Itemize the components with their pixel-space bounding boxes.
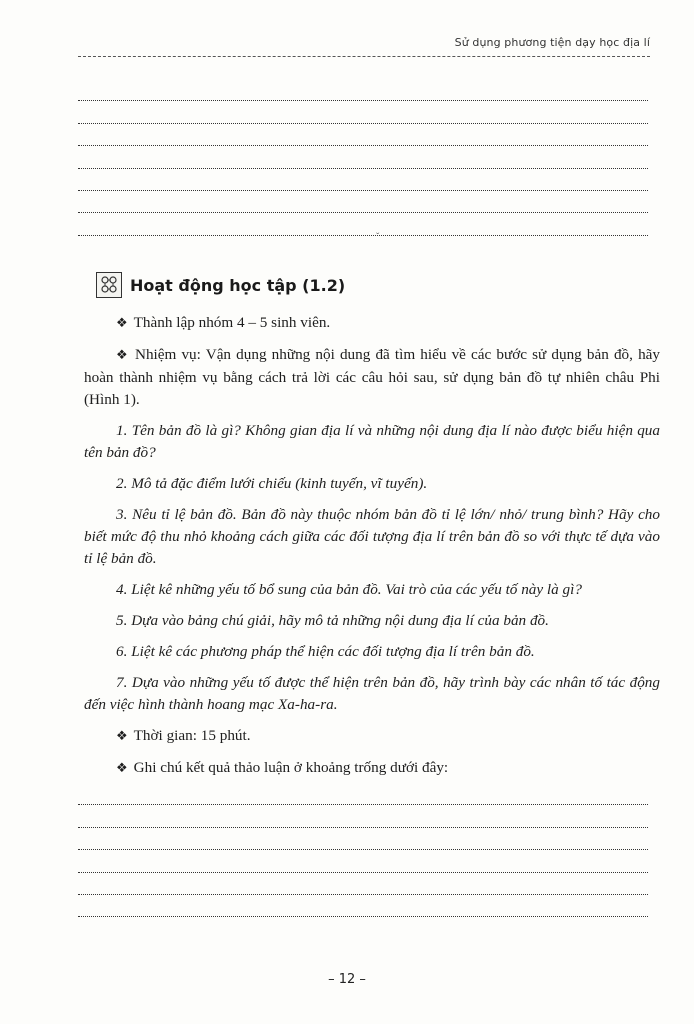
dotted-answer-line[interactable] bbox=[78, 895, 648, 917]
stray-print-mark: ˇ bbox=[376, 232, 380, 243]
diamond-bullet-icon: ❖ bbox=[116, 729, 128, 744]
bullet-notes: ❖ Ghi chú kết quả thảo luận ở khoảng trống dưới đây: bbox=[116, 759, 449, 776]
answer-lines-bottom bbox=[78, 783, 648, 917]
dotted-answer-line[interactable] bbox=[78, 850, 648, 872]
diamond-bullet-icon: ❖ bbox=[116, 348, 129, 363]
dotted-answer-line[interactable] bbox=[78, 79, 648, 101]
diamond-bullet-icon: ❖ bbox=[116, 761, 128, 776]
question-6: 6. Liệt kê các phương pháp thể hiện các đối tượng địa lí trên bản đồ. bbox=[116, 643, 535, 660]
activity-title bbox=[96, 272, 345, 298]
question-1: 1. Tên bản đồ là gì? Không gian địa lí và những nội dung địa lí nào được biểu hiện qua tên bản đồ? bbox=[84, 422, 660, 461]
answer-lines-top bbox=[78, 79, 648, 236]
question-7: 7. Dựa vào những yếu tố được thể hiện trên bản đồ, hãy trình bày các nhân tố tác động đến việc hình thành hoang mạc Xa-ha-ra. bbox=[84, 674, 660, 713]
dotted-answer-line[interactable] bbox=[78, 124, 648, 146]
bullet-task: ❖ Nhiệm vụ: Vận dụng những nội dung đã tìm hiểu về các bước sử dụng bản đồ, hãy hoàn thành nhiệm vụ bằng cách trả lời các câu hỏi sau, sử dụng bản đồ tự nhiên châu Phi (Hình 1). bbox=[84, 346, 660, 408]
header-rule bbox=[78, 56, 650, 57]
dotted-answer-line[interactable] bbox=[78, 191, 648, 213]
activity-heading: Hoạt động học tập (1.2) bbox=[130, 275, 346, 295]
page-number: – 12 – bbox=[328, 972, 366, 987]
group-activity-icon bbox=[96, 272, 122, 298]
question-3: 3. Nêu tỉ lệ bản đồ. Bản đồ này thuộc nhóm bản đồ tỉ lệ lớn/ nhỏ/ trung bình? Hãy cho biết mức độ thu nhỏ khoảng cách giữa các đối tượng địa lí trên bản đồ so với thực tế dựa vào tỉ lệ bản đồ. bbox=[84, 506, 660, 567]
dotted-answer-line[interactable] bbox=[78, 873, 648, 895]
question-4: 4. Liệt kê những yếu tố bổ sung của bản đồ. Vai trò của các yếu tố này là gì? bbox=[116, 581, 582, 598]
diamond-bullet-icon: ❖ bbox=[116, 316, 128, 331]
question-5: 5. Dựa vào bảng chú giải, hãy mô tả những nội dung địa lí của bản đồ. bbox=[116, 612, 549, 629]
activity-content bbox=[84, 312, 660, 789]
dotted-answer-line[interactable] bbox=[78, 146, 648, 168]
dotted-answer-line[interactable] bbox=[78, 101, 648, 123]
dotted-answer-line[interactable] bbox=[78, 213, 648, 235]
bullet-group: ❖ Thành lập nhóm 4 – 5 sinh viên. bbox=[116, 314, 331, 331]
dotted-answer-line[interactable] bbox=[78, 169, 648, 191]
question-2: 2. Mô tả đặc điểm lưới chiếu (kinh tuyến, vĩ tuyến). bbox=[116, 475, 428, 492]
dotted-answer-line[interactable] bbox=[78, 828, 648, 850]
running-header: Sử dụng phương tiện dạy học địa lí bbox=[454, 36, 650, 49]
bullet-time: ❖ Thời gian: 15 phút. bbox=[116, 727, 251, 744]
dotted-answer-line[interactable] bbox=[78, 783, 648, 805]
dotted-answer-line[interactable] bbox=[78, 805, 648, 827]
